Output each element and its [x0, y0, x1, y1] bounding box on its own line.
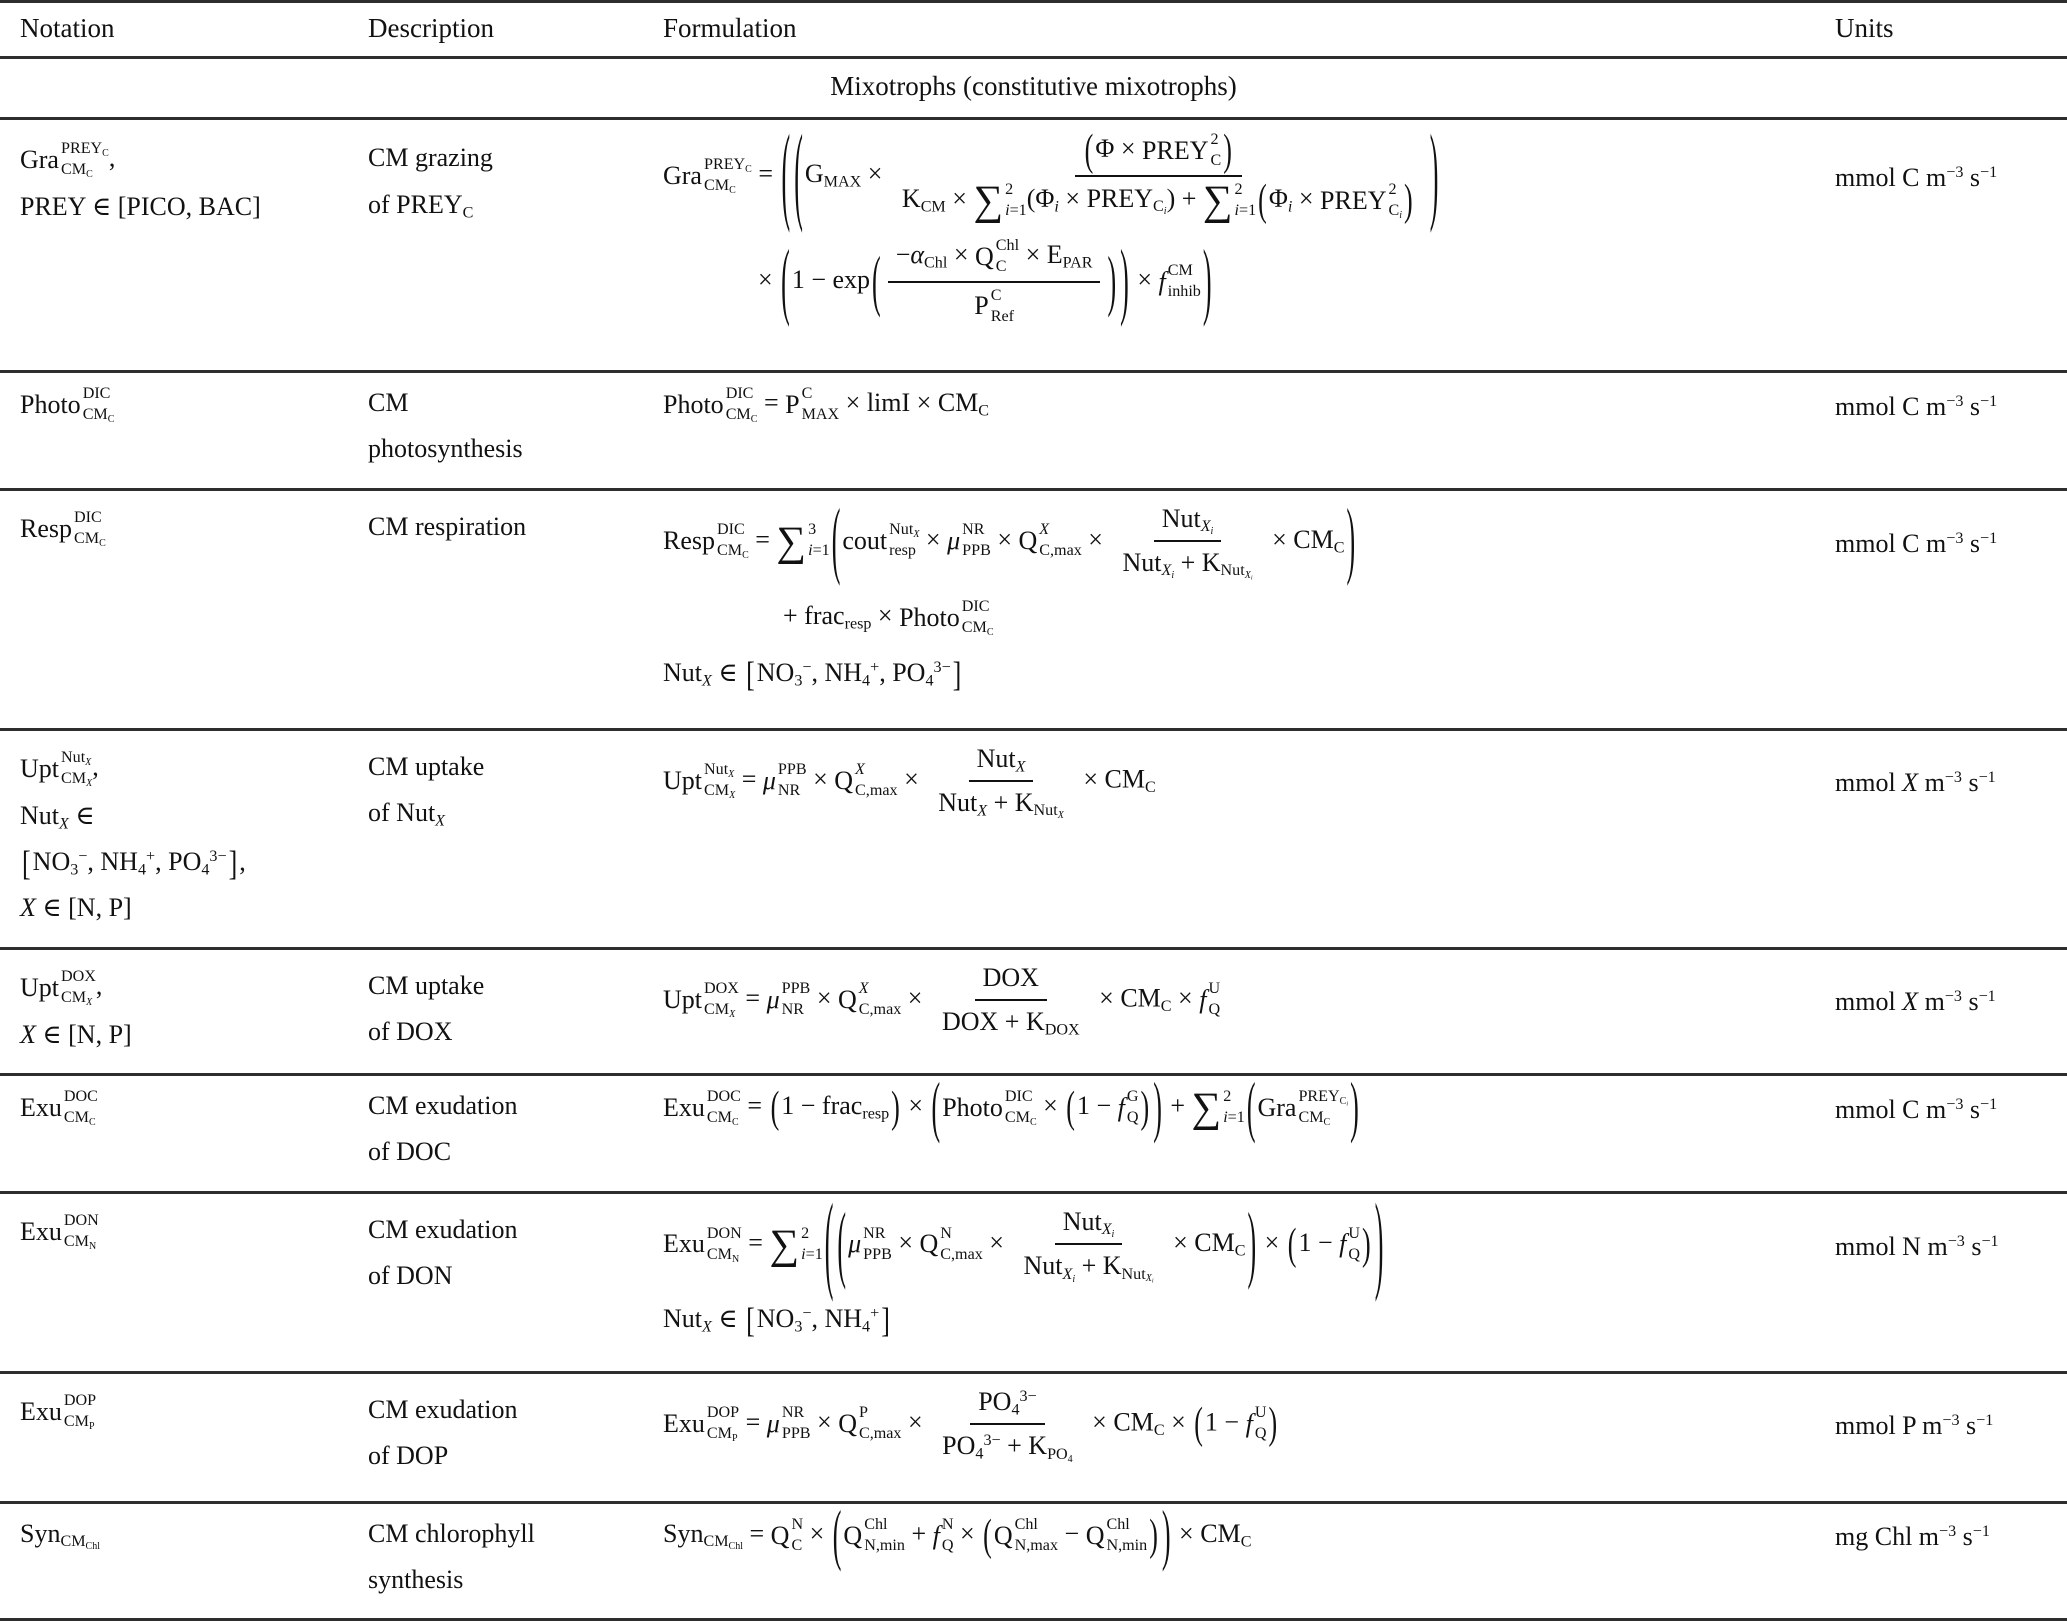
cell-units [1835, 950, 2067, 1041]
units-value: mg Chl $m^{-3}$ $s^{-1}$ [1835, 1522, 1990, 1552]
description-line: of NutX [368, 798, 446, 830]
cell-units [1835, 491, 2067, 582]
description-line: CM chlorophyll [368, 1518, 535, 1548]
description-line: CM [368, 388, 409, 417]
formula-line: Photo DIC CMC = P C MAX × limI × CMC [663, 385, 990, 425]
notation-line: Photo DIC CMC [20, 385, 115, 425]
column-header-units: Units [1835, 13, 1894, 43]
cell-formulation [645, 373, 1835, 452]
formula-line: Gra PREYC CMC = ( (GMAX × (Φ × PREY 2 C ) KCM × ∑ 2 i=1 (Φi × PREYCi) + ∑ 2 i=1 (Φi × PREY 2 Ci ) ) [663, 112, 1439, 235]
table-row [0, 950, 2067, 1076]
description-line: photosynthesis [368, 434, 523, 464]
formula-line: Resp DIC CMC = ∑ 3 i=1 ( cout NutX resp × μ NR PPB × Q X C,max × $\frac{\text{NutXi}}{\text{NutXi + KNutXi}}$ × CMC) [663, 491, 1356, 588]
notation-line: Upt NutX CMX , [20, 748, 99, 789]
cell-description [368, 1076, 645, 1191]
units-value: mmol C $m^{-3}$ $s^{-1}$ [1835, 391, 1998, 421]
section-header-row [0, 59, 2067, 120]
formula-line: + fracresp × Photo DIC CMC [783, 598, 994, 639]
units-value: mmol C $m^{-3}$ $s^{-1}$ [1835, 1094, 1998, 1124]
column-header-formulation: Formulation [663, 13, 797, 43]
notation-line: X ∈ [N, P] [20, 1019, 132, 1049]
cell-notation [0, 491, 368, 568]
formula-line: Exu DOC CMC = (1 − fracresp) × ( Photo DIC CMC × (1 − f G Q ) ) + ∑ 2 i=1 ( Gra PREYCi CMC ) [663, 1069, 1359, 1145]
table-row [0, 731, 2067, 950]
table-row [0, 1496, 2067, 1621]
description-line: of DOC [368, 1137, 452, 1167]
formula-line: Exu DOP CMP = μ NR PPB × Q P C,max × $\frac{PO4^{3-}}{PO4^{3-} + KPO4}$ × CMC × (1 − f U Q ) [663, 1384, 1829, 1465]
units-value: mmol C $m^{-3}$ $s^{-1}$ [1835, 163, 1998, 192]
table-row [0, 1181, 2067, 1374]
description-line: of DOX [368, 1017, 453, 1047]
table-row [0, 112, 2067, 373]
cell-description [368, 491, 645, 566]
description-line: of PREYC [368, 189, 474, 222]
notation-line: Resp DIC CMC [20, 509, 106, 549]
description-line: of DOP [368, 1441, 449, 1471]
cell-formulation [645, 112, 1835, 354]
units-value: mmol X $m^{-3}$ $s^{-1}$ [1835, 768, 1996, 798]
formula-line: SynCMChl = Q N C × ( Q Chl N,min + f N Q × ( Q Chl N,max − Q Chl N,min ) ) × CMC [663, 1496, 1252, 1573]
cell-units [1835, 1076, 2067, 1148]
cell-description [368, 731, 645, 852]
notation-line: NutX ∈ [20, 800, 95, 833]
table-body [0, 112, 2067, 1621]
cell-formulation [645, 731, 1835, 848]
table-header-row [0, 3, 2067, 59]
notation-line: [NO3−, NH4+, $PO4^{3-}$], [22, 843, 246, 883]
cell-formulation [645, 1181, 1835, 1366]
table-row [0, 373, 2067, 491]
cell-description [368, 950, 645, 1071]
notation-line: Upt DOX CMX , [20, 967, 103, 1008]
cell-formulation [645, 491, 1835, 720]
column-header-description: Description [368, 13, 494, 43]
section-header: Mixotrophs (constitutive mixotrophs) [830, 71, 1237, 101]
cell-formulation [645, 1496, 1835, 1583]
notation-line: X ∈ [N, P] [20, 893, 132, 923]
description-line: CM exudation [368, 1091, 518, 1121]
formula-line: NutX ∈ [NO3−, NH4+] [663, 1301, 890, 1341]
units-value: mmol P $m^{-3}$ $s^{-1}$ [1835, 1411, 1994, 1441]
cell-units [1835, 1504, 2067, 1576]
cell-notation [0, 373, 368, 444]
description-line: of DON [368, 1261, 453, 1291]
cell-formulation [645, 950, 1835, 1067]
cell-description [368, 373, 645, 488]
cell-notation [0, 1374, 368, 1451]
table-row [0, 491, 2067, 731]
formula-line: Upt DOX CMX = μ PPB NR × Q X C,max × $\frac{\text{DOX}}{\text{DOX + KDOX}}$ × CMC × f U Q [663, 960, 1829, 1041]
description-line: CM uptake [368, 970, 485, 1000]
notation-line: SynCMChl [20, 1518, 100, 1553]
description-line: CM respiration [368, 511, 527, 541]
description-line: CM uptake [368, 751, 485, 781]
units-value: mmol N $m^{-3}$ $s^{-1}$ [1835, 1231, 1999, 1261]
cell-description [368, 1194, 645, 1315]
cell-notation [0, 120, 368, 246]
description-line: CM exudation [368, 1394, 518, 1424]
cell-units [1835, 1194, 2067, 1285]
notation-line: Exu DOC CMC [20, 1088, 98, 1128]
notation-line: Exu DON CMN [20, 1212, 99, 1252]
cell-description [368, 1504, 645, 1619]
cell-units [1835, 731, 2067, 822]
cell-notation [0, 950, 368, 1073]
units-value: mmol X $m^{-3}$ $s^{-1}$ [1835, 987, 1996, 1017]
cell-units [1835, 373, 2067, 445]
cell-formulation [645, 1374, 1835, 1491]
cell-units [1835, 120, 2067, 216]
cell-notation [0, 1504, 368, 1572]
description-line: CM exudation [368, 1215, 518, 1245]
description-line: CM grazing [368, 143, 493, 173]
cell-description [368, 1374, 645, 1495]
cell-formulation [645, 1069, 1835, 1155]
column-header-notation: Notation [20, 13, 115, 43]
notation-line: Exu DOP CMP [20, 1391, 97, 1432]
notation-line: PREY ∈ [PICO, BAC] [20, 192, 261, 222]
cell-notation [0, 1194, 368, 1271]
formula-line: × (1 − exp( −αChl × Q Chl C × EPAR P C Ref ) ) × f CM inhib ) [758, 232, 1212, 328]
cell-notation [0, 1076, 368, 1147]
table-row [0, 1374, 2067, 1504]
cell-description [368, 120, 645, 243]
formula-line: Upt NutX CMX = μ PPB NR × Q X C,max × $\frac{\text{NutX}}{\text{NutX + KNutX}}$ × CMC [663, 741, 1829, 822]
formula-line: Exu DON CMN = ∑ 2 i=1 ( ( μ NR PPB × Q N C,max × $\frac{\text{NutXi}}{\text{NutXi + KNutXi}}$ × CMC) × (1 − f U Q ) ) [663, 1181, 1384, 1304]
description-line: synthesis [368, 1565, 464, 1595]
cell-units [1835, 1374, 2067, 1465]
units-value: mmol C $m^{-3}$ $s^{-1}$ [1835, 528, 1998, 558]
formula-line: NutX ∈ [NO3−, NH4+, $PO4^{3-}$] [663, 654, 962, 695]
table-row [0, 1069, 2067, 1194]
cell-notation [0, 731, 368, 947]
notation-line: Gra PREYC CMC , [20, 140, 116, 181]
